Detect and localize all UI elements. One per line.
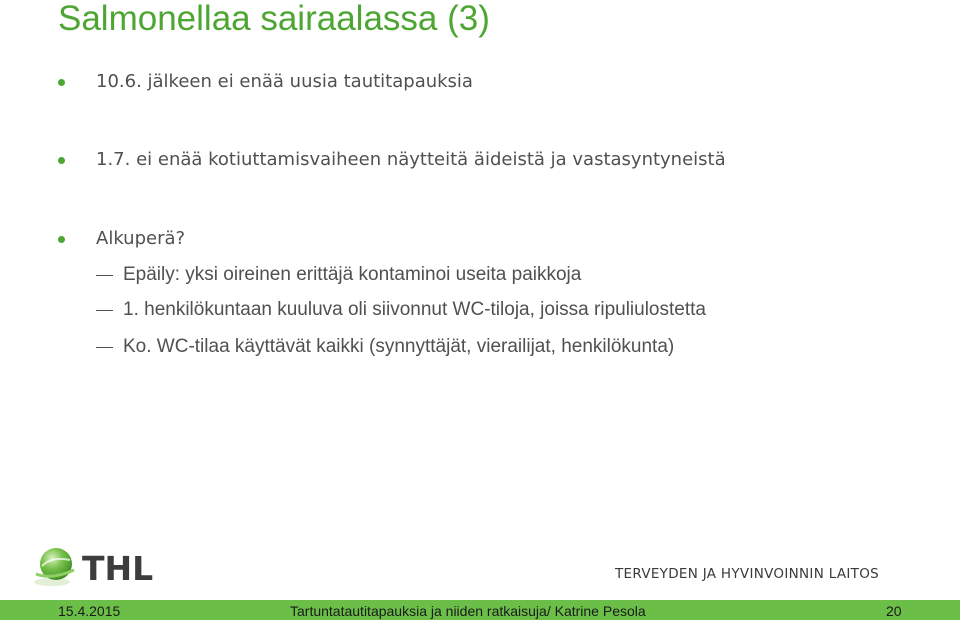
- slide-title: Salmonellaa sairaalassa (3): [58, 0, 490, 38]
- page-number: 20: [886, 603, 902, 619]
- sub-item-text: 1. henkilökuntaan kuuluva oli siivonnut WC-tiloja, joissa ripuliulostetta: [123, 299, 706, 320]
- dash-icon: [96, 275, 113, 276]
- bullet-text: 1.7. ei enää kotiuttamisvaiheen näytteitä äideistä ja vastasyntyneistä: [96, 149, 726, 170]
- sub-item-text: Epäily: yksi oireinen erittäjä kontaminoi useita paikkoja: [123, 264, 582, 285]
- bullet-text: 10.6. jälkeen ei enää uusia tautitapauksia: [96, 71, 473, 92]
- bullet-text: Alkuperä?: [96, 228, 186, 249]
- footer-date: 15.4.2015: [58, 603, 121, 619]
- sub-item-text: Ko. WC-tilaa käyttävät kaikki (synnyttäjät, vierailijat, henkilökunta): [123, 336, 675, 357]
- dash-icon: [96, 347, 113, 348]
- globe-icon: [34, 548, 74, 586]
- bullet-dot-icon: [58, 79, 65, 86]
- bullet-dot-icon: [58, 236, 65, 243]
- dash-icon: [96, 310, 113, 311]
- footer-title: Tartuntatautitapauksia ja niiden ratkaisuja/ Katrine Pesola: [290, 603, 646, 619]
- institute-name: TERVEYDEN JA HYVINVOINNIN LAITOS: [615, 566, 879, 582]
- thl-logo: [30, 544, 170, 590]
- footer-bar: [0, 600, 960, 620]
- bullet-dot-icon: [58, 157, 65, 164]
- logo-text: THL: [82, 549, 154, 588]
